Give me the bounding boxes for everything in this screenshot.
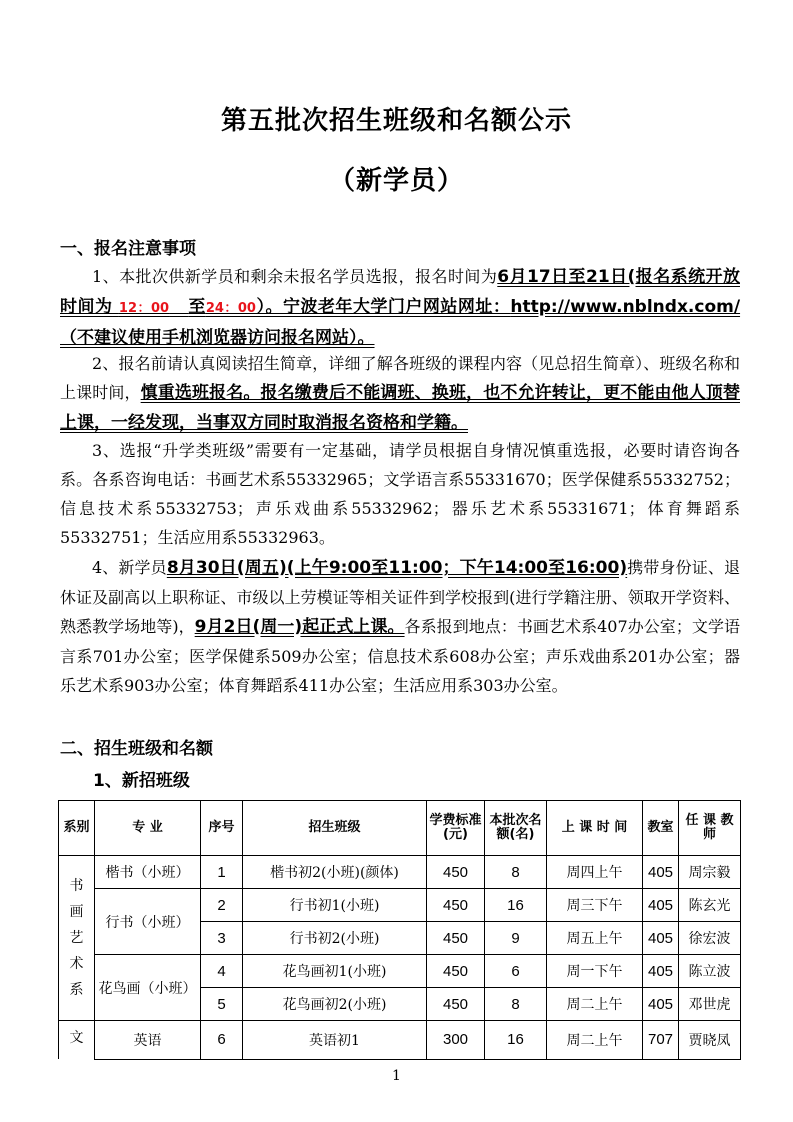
col-header-teacher: 任 课 教 师: [679, 801, 741, 856]
col-header-quota: 本批次名额(名): [485, 801, 547, 856]
class-table: [58, 800, 741, 1060]
col-header-class: 招生班级: [243, 801, 427, 856]
table-row: 行书（小班） 2 行书初1(小班) 450 16 周三下午 405 陈玄光: [59, 889, 741, 922]
paragraph-1: 1、本批次供新学员和剩余未报名学员选报，报名时间为6月17日至21日(报名系统开放时间为 12：00 至24：00）。宁波老年大学门户网站网址：http://www.nblndx.com/（不建议使用手机浏览器访问报名网站）。: [60, 267, 741, 348]
major-cell: 楷书（小班）: [95, 856, 201, 889]
website-url[interactable]: http://www.nblndx.com/（不建议使用手机浏览器访问报名网站）。: [60, 297, 741, 348]
page-number: 1: [392, 1068, 401, 1084]
col-header-no: 序号: [201, 801, 243, 856]
dept-cell: 文: [59, 1021, 95, 1060]
col-header-fee: 学费标准(元): [427, 801, 485, 856]
section1-heading: 一、报名注意事项: [60, 239, 196, 259]
major-cell: 行书（小班）: [95, 889, 201, 955]
table-row: 书画艺术系 楷书（小班） 1 楷书初2(小班)(颜体) 450 8 周四上午 405 周宗毅: [59, 856, 741, 889]
page-subtitle: （新学员）: [328, 166, 464, 196]
paragraph-2: 2、报名前请认真阅读招生简章，详细了解各班级的课程内容（见总招生简章）、班级名称和上课时间，慎重选班报名。报名缴费后不能调班、换班，也不允许转让，更不能由他人顶替上课，一经发现，当事双方同时取消报名资格和学籍。: [60, 354, 740, 433]
dept-cell: 书画艺术系: [59, 856, 95, 1021]
major-cell: 花鸟画（小班）: [95, 955, 201, 1021]
table-header-row: [59, 801, 741, 856]
col-header-dept: 系别: [59, 801, 95, 856]
table-row: 花鸟画（小班） 4 花鸟画初1(小班) 450 6 周一下午 405 陈立波: [59, 955, 741, 988]
paragraph-3: 3、选报“升学类班级”需要有一定基础，请学员根据自身情况慎重选报，必要时请咨询各系。各系咨询电话：书画艺术系55332965；文学语言系55331670；医学保健系55332752；信息技术系55332753；声乐戏曲系55332962；器乐艺术系55331671；体育舞蹈系55332751；生活应用系55332963。: [60, 441, 740, 547]
col-header-major: 专 业: [95, 801, 201, 856]
col-header-room: 教室: [643, 801, 679, 856]
page-title: 第五批次招生班级和名额公示: [220, 106, 572, 136]
section2-heading: 二、招生班级和名额: [60, 739, 213, 759]
col-header-time: 上 课 时 间: [547, 801, 643, 856]
table-row: 5 花鸟画初2(小班) 450 8 周二上午 405 邓世虎: [59, 988, 741, 1021]
table-row: 3 行书初2(小班) 450 9 周五上午 405 徐宏波: [59, 922, 741, 955]
major-cell: 英语: [95, 1021, 201, 1060]
table-row: 文 英语 6 英语初1 300 16 周二上午 707 贾晓凤: [59, 1021, 741, 1060]
paragraph-4: 4、新学员8月30日(周五)(上午9:00至11:00；下午14:00至16:00)携带身份证、退休证及副高以上职称证、市级以上劳模证等相关证件到学校报到(进行学籍注册、领取开学资料、熟悉教学场地等)，9月2日(周一)起正式上课。各系报到地点：书画艺术系407办公室；文学语言系701办公室；医学保健系509办公室；信息技术系608办公室；声乐戏曲系201办公室；器乐艺术系903办公室；体育舞蹈系411办公室；生活应用系303办公室。: [60, 558, 740, 695]
section2-subheading: 1、新招班级: [93, 771, 190, 791]
